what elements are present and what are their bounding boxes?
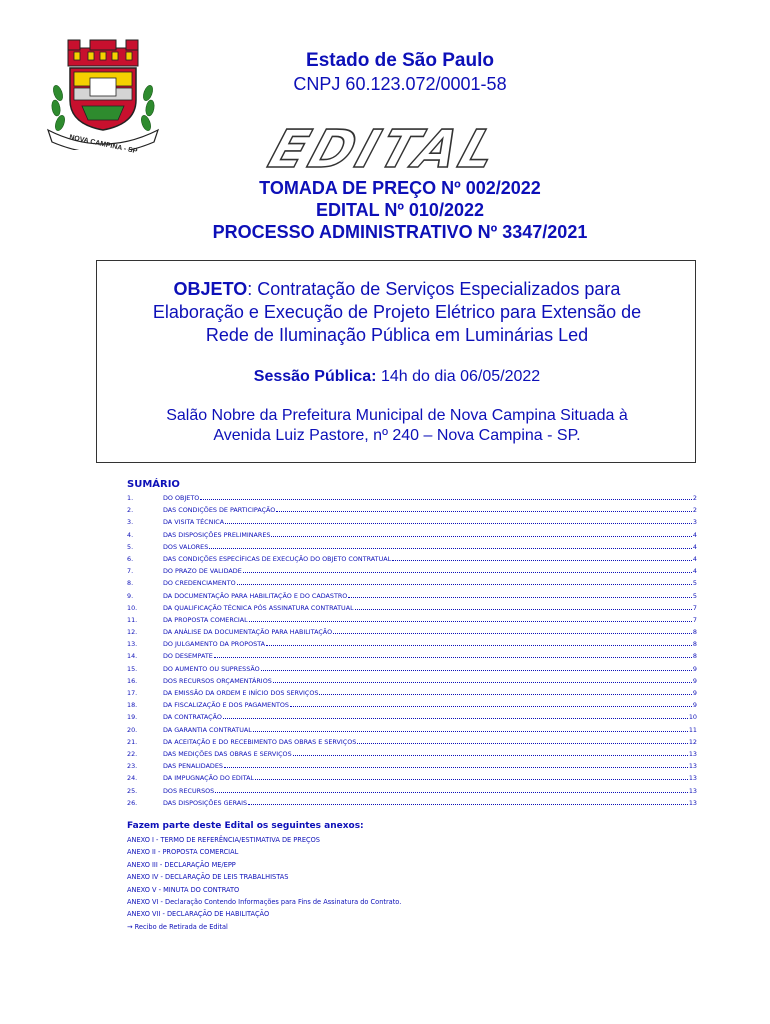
title-tomada: TOMADA DE PREÇO Nº 002/2022 (259, 178, 541, 198)
toc-number: 20. (127, 725, 138, 734)
toc-leader-dots (255, 774, 688, 780)
municipal-coat-of-arms (44, 38, 162, 156)
toc-row[interactable] (127, 701, 697, 713)
toc-leader-dots (243, 567, 692, 573)
toc-page-number: 4 (692, 567, 697, 576)
toc-page-number: 9 (692, 689, 697, 697)
toc-leader-dots (214, 652, 692, 658)
toc-entry-title: DAS CONDIÇÕES DE PARTICIPAÇÃO (163, 506, 276, 515)
toc-row[interactable] (127, 592, 697, 604)
toc-number: 11. (127, 615, 138, 624)
object-box (96, 260, 696, 463)
annexes-list (127, 834, 401, 933)
toc-number: 8. (127, 579, 134, 588)
toc-page-number: 8 (692, 628, 697, 637)
toc-leader-dots (253, 726, 688, 732)
toc-row[interactable] (127, 750, 697, 762)
toc-leader-dots (237, 579, 692, 585)
toc-page-number: 4 (692, 530, 697, 539)
object-line1: : Contratação de Serviços Especializados para (247, 279, 621, 299)
toc-entry-title: DA ACEITAÇÃO E DO RECEBIMENTO DAS OBRAS E SERVIÇOS (163, 737, 357, 746)
toc-page-number: 3 (692, 518, 697, 527)
toc-page-number: 13 (688, 798, 697, 807)
toc-number: 16. (127, 676, 138, 685)
toc-number: 25. (127, 786, 138, 795)
header-cnpj: CNPJ 60.123.072/0001-58 (293, 74, 507, 94)
header-state: Estado de São Paulo (306, 50, 494, 71)
toc-page-number: 11 (688, 725, 697, 734)
toc-entry-title: DOS VALORES (163, 542, 209, 551)
toc-number: 9. (127, 591, 134, 600)
toc-row[interactable] (127, 567, 697, 579)
toc-leader-dots (319, 689, 691, 695)
toc-entry-title: DO OBJETO (163, 494, 200, 502)
toc-number: 24. (127, 774, 138, 783)
toc-entry-title: DA ANÁLISE DA DOCUMENTAÇÃO PARA HABILITAÇÃO (163, 628, 333, 637)
toc-page-number: 5 (692, 579, 697, 588)
toc-page-number: 13 (688, 786, 697, 795)
toc-leader-dots (248, 799, 688, 805)
object-label: OBJETO (173, 279, 248, 299)
toc-entry-title: DA IMPUGNAÇÃO DO EDITAL (163, 774, 255, 783)
summary-title: SUMÁRIO (127, 479, 180, 490)
toc-entry-title: DA GARANTIA CONTRATUAL (163, 725, 252, 734)
toc-entry-title: DA CONTRATAÇÃO (163, 713, 222, 722)
toc-page-number: 2 (692, 494, 697, 502)
edital-banner (166, 125, 596, 175)
toc-row[interactable] (127, 579, 697, 591)
toc-leader-dots (290, 701, 692, 707)
annex-item: ANEXO II - PROPOSTA COMERCIAL (127, 848, 239, 857)
toc-row[interactable] (127, 628, 697, 640)
annex-item: → Recibo de Retirada de Edital (127, 922, 228, 931)
toc-entry-title: DA QUALIFICAÇÃO TÉCNICA PÓS ASSINATURA CONTRATUAL (163, 603, 354, 612)
toc-entry-title: DAS DISPOSIÇÕES PRELIMINARES (163, 530, 271, 539)
toc-page-number: 8 (692, 652, 697, 661)
toc-entry-title: DOS RECURSOS (163, 786, 215, 795)
toc-page-number: 9 (692, 676, 697, 685)
toc-number: 23. (127, 762, 138, 771)
title-edital: EDITAL Nº 010/2022 (316, 200, 484, 220)
toc-row[interactable] (127, 616, 697, 628)
toc-leader-dots (355, 604, 692, 610)
toc-entry-title: DA VISITA TÉCNICA (163, 518, 225, 527)
toc-number: 17. (127, 689, 138, 697)
toc-entry-title: DA FISCALIZAÇÃO E DOS PAGAMENTOS (163, 701, 289, 710)
toc-entry-title: DA PROPOSTA COMERCIAL (163, 615, 248, 624)
toc-row[interactable] (127, 555, 697, 567)
toc-entry-title: DAS DISPOSIÇÕES GERAIS (163, 798, 248, 807)
annex-item: ANEXO V - MINUTA DO CONTRATO (127, 885, 240, 894)
toc-number: 10. (127, 603, 138, 612)
toc-row[interactable] (127, 726, 697, 738)
toc-leader-dots (261, 665, 692, 671)
toc-leader-dots (200, 494, 692, 500)
object-line2: Elaboração e Execução de Projeto Elétrico para Extensão de (152, 302, 642, 322)
toc-leader-dots (276, 506, 692, 512)
toc-number: 19. (127, 713, 138, 722)
toc-entry-title: DO DESEMPATE (163, 652, 213, 661)
toc-entry-title: DAS MEDIÇÕES DAS OBRAS E SERVIÇOS (163, 749, 292, 758)
annexes-title: Fazem parte deste Edital os seguintes anexos: (127, 821, 364, 831)
toc-leader-dots (348, 592, 692, 598)
toc-number: 1. (127, 494, 134, 502)
toc-page-number: 4 (692, 554, 697, 563)
toc-entry-title: DAS CONDIÇÕES ESPECÍFICAS DE EXECUÇÃO DO OBJETO CONTRATUAL (163, 554, 392, 563)
toc-row[interactable] (127, 787, 697, 799)
title-processo: PROCESSO ADMINISTRATIVO Nº 3347/2021 (212, 222, 588, 242)
toc-entry-title: DAS PENALIDADES (163, 762, 223, 771)
toc-page-number: 13 (688, 774, 697, 783)
session-value: 14h do dia 06/05/2022 (376, 368, 541, 385)
toc-number: 26. (127, 798, 138, 807)
toc-leader-dots (273, 677, 692, 683)
toc-number: 2. (127, 506, 134, 515)
toc-row[interactable] (127, 652, 697, 664)
toc-leader-dots (209, 543, 692, 549)
toc-entry-title: DA EMISSÃO DA ORDEM E INÍCIO DOS SERVIÇOS (163, 689, 319, 697)
toc-row[interactable] (127, 531, 697, 543)
toc-entry-title: DO AUMENTO OU SUPRESSÃO (163, 664, 260, 673)
toc-number: 18. (127, 701, 138, 710)
toc-entry-title: DO PRAZO DE VALIDADE (163, 567, 242, 576)
toc-row[interactable] (127, 543, 697, 555)
toc-row[interactable] (127, 640, 697, 652)
toc-leader-dots (215, 787, 688, 793)
toc-number: 13. (127, 640, 138, 649)
annex-item: ANEXO I - TERMO DE REFERÊNCIA/ESTIMATIVA DE PREÇOS (127, 836, 320, 844)
toc-row[interactable] (127, 762, 697, 774)
toc-leader-dots (223, 713, 688, 719)
toc-leader-dots (293, 750, 688, 756)
toc-page-number: 7 (692, 603, 697, 612)
toc-leader-dots (225, 518, 692, 524)
toc-number: 14. (127, 652, 138, 661)
toc-number: 12. (127, 628, 138, 637)
toc-row[interactable] (127, 738, 697, 750)
session-location (97, 406, 697, 446)
toc-page-number: 13 (688, 749, 697, 758)
toc-row[interactable] (127, 713, 697, 725)
toc-row[interactable] (127, 604, 697, 616)
procurement-titles (120, 177, 680, 243)
toc-leader-dots (271, 531, 691, 537)
session-label: Sessão Pública: (253, 368, 377, 385)
location-line2: Avenida Luiz Pastore, nº 240 – Nova Campina - SP. (213, 427, 581, 444)
table-of-contents (127, 494, 697, 811)
toc-row[interactable] (127, 665, 697, 677)
toc-page-number: 9 (692, 701, 697, 710)
toc-leader-dots (357, 738, 688, 744)
toc-page-number: 9 (692, 664, 697, 673)
toc-page-number: 2 (692, 506, 697, 515)
toc-row[interactable] (127, 774, 697, 786)
object-line3: Rede de Iluminação Pública em Luminárias Led (205, 325, 589, 345)
toc-number: 22. (127, 749, 138, 758)
toc-page-number: 5 (692, 591, 697, 600)
annex-item: ANEXO IV - DECLARAÇÃO DE LEIS TRABALHISTAS (127, 873, 289, 882)
toc-entry-title: DO JULGAMENTO DA PROPOSTA (163, 640, 265, 649)
annex-item: ANEXO VI - Declaração Contendo Informações para Fins de Assinatura do Contrato. (127, 897, 402, 906)
toc-page-number: 4 (692, 542, 697, 551)
annex-item: ANEXO VII - DECLARAÇÃO DE HABILITAÇÃO (127, 910, 270, 919)
toc-number: 6. (127, 554, 134, 563)
toc-leader-dots (266, 640, 692, 646)
toc-page-number: 13 (688, 762, 697, 771)
edital-banner-text: EDITAL (261, 125, 509, 175)
toc-entry-title: DO CREDENCIAMENTO (163, 579, 236, 588)
toc-row[interactable] (127, 677, 697, 689)
toc-row[interactable] (127, 689, 697, 701)
toc-leader-dots (249, 616, 692, 622)
toc-leader-dots (224, 762, 688, 768)
object-description (97, 278, 697, 347)
toc-number: 15. (127, 664, 138, 673)
emblem-motto: NOVA CAMPINA - SP (68, 134, 138, 156)
toc-page-number: 8 (692, 640, 697, 649)
toc-page-number: 12 (688, 737, 697, 746)
toc-number: 21. (127, 737, 138, 746)
annex-item: ANEXO III - DECLARAÇÃO ME/EPP (127, 860, 236, 869)
toc-row[interactable] (127, 518, 697, 530)
toc-row[interactable] (127, 799, 697, 811)
toc-entry-title: DOS RECURSOS ORÇAMENTÁRIOS (163, 676, 272, 685)
toc-number: 7. (127, 567, 134, 576)
toc-entry-title: DA DOCUMENTAÇÃO PARA HABILITAÇÃO E DO CADASTRO (163, 591, 348, 600)
toc-row[interactable] (127, 506, 697, 518)
toc-row[interactable] (127, 494, 697, 506)
public-session (97, 368, 697, 386)
location-line1: Salão Nobre da Prefeitura Municipal de Nova Campina Situada à (166, 407, 628, 424)
toc-page-number: 7 (692, 615, 697, 624)
toc-number: 4. (127, 530, 134, 539)
toc-page-number: 10 (688, 713, 697, 722)
toc-leader-dots (333, 628, 692, 634)
toc-number: 3. (127, 518, 134, 527)
toc-number: 5. (127, 542, 134, 551)
toc-leader-dots (392, 555, 692, 561)
